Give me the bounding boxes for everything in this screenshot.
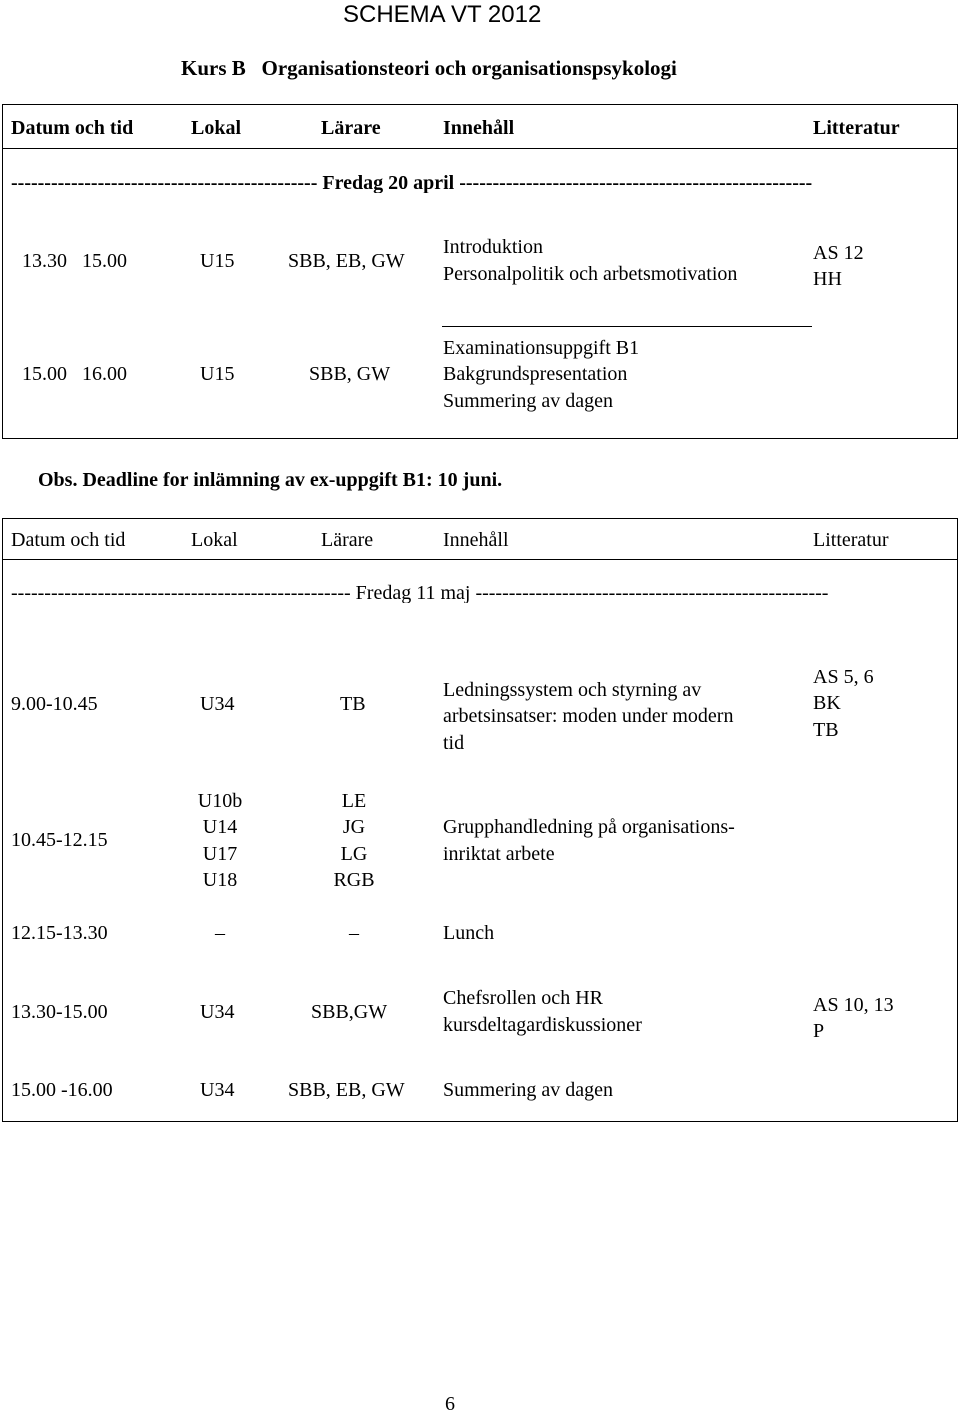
row-teacher: SBB,GW xyxy=(311,1001,388,1023)
col-content-header: Innehåll xyxy=(443,529,509,551)
row-literature-line: TB xyxy=(813,719,839,741)
col-date-header: Datum och tid xyxy=(11,117,134,139)
row-content-line: arbetsinsatser: moden under modern xyxy=(443,705,734,727)
day-separator-1: ---------------------------------------------- Fredag 20 april ----------------------------------------------------- xyxy=(11,173,813,193)
row-room: U34 xyxy=(200,1001,235,1023)
row-teacher-line: RGB xyxy=(333,869,375,891)
row-content-line: kursdeltagardiskussioner xyxy=(443,1014,642,1036)
row-teacher: SBB, EB, GW xyxy=(288,1079,405,1101)
row-room: U34 xyxy=(200,1079,235,1101)
col-room-header: Lokal xyxy=(191,117,242,139)
row-divider xyxy=(442,326,812,327)
row-teacher-line: LE xyxy=(341,790,367,812)
row-room: – xyxy=(215,922,225,944)
row-room-line: U17 xyxy=(202,843,238,865)
row-content-line: Bakgrundspresentation xyxy=(443,363,628,385)
row-room: U15 xyxy=(200,250,235,272)
row-literature-line: AS 10, 13 xyxy=(813,994,894,1016)
row-content: Lunch xyxy=(443,922,495,944)
row-content-line: inriktat arbete xyxy=(443,843,555,865)
row-literature-line: HH xyxy=(813,268,842,290)
col-teacher-header: Lärare xyxy=(321,529,374,551)
row-content-line: tid xyxy=(443,732,465,754)
row-time: 13.30 15.00 xyxy=(22,250,127,272)
row-literature-line: AS 5, 6 xyxy=(813,666,874,688)
row-time: 12.15-13.30 xyxy=(11,922,108,944)
row-room-line: U18 xyxy=(202,869,238,891)
page-number: 6 xyxy=(445,1393,455,1415)
row-time: 9.00-10.45 xyxy=(11,693,98,715)
row-teacher-line: JG xyxy=(342,816,366,838)
row-content-line: Chefsrollen och HR xyxy=(443,987,603,1009)
row-literature-line: BK xyxy=(813,692,841,714)
row-time: 13.30-15.00 xyxy=(11,1001,108,1023)
row-content-line: Ledningssystem och styrning av xyxy=(443,679,702,701)
col-room-header: Lokal xyxy=(191,529,238,551)
row-room-line: U14 xyxy=(202,816,238,838)
row-time: 10.45-12.15 xyxy=(11,829,108,851)
col-teacher-header: Lärare xyxy=(321,117,381,139)
row-teacher: SBB, EB, GW xyxy=(288,250,405,272)
page-title: SCHEMA VT 2012 xyxy=(343,1,542,28)
header-divider-1 xyxy=(2,148,958,149)
row-content: Summering av dagen xyxy=(443,1079,613,1101)
deadline-note: Obs. Deadline for inlämning av ex-uppgift B1: 10 juni. xyxy=(38,469,503,491)
row-teacher: SBB, GW xyxy=(309,363,391,385)
course-title: Kurs B Organisationsteori och organisationspsykologi xyxy=(181,56,677,80)
col-content-header: Innehåll xyxy=(443,117,515,139)
row-literature-line: P xyxy=(813,1020,825,1042)
row-teacher: TB xyxy=(340,693,366,715)
day-separator-2: --------------------------------------------------- Fredag 11 maj ----------------------------------------------------- xyxy=(11,583,829,603)
row-time: 15.00 16.00 xyxy=(22,363,127,385)
row-content-line: Examinationsuppgift B1 xyxy=(443,337,640,359)
row-room: U15 xyxy=(200,363,235,385)
row-teacher-line: LG xyxy=(340,843,368,865)
col-date-header: Datum och tid xyxy=(11,529,126,551)
row-room: U34 xyxy=(200,693,235,715)
row-content-line: Grupphandledning på organisations- xyxy=(443,816,735,838)
row-content-line: Summering av dagen xyxy=(443,390,613,412)
row-content-line: Personalpolitik och arbetsmotivation xyxy=(443,263,738,285)
row-time: 15.00 -16.00 xyxy=(11,1079,113,1101)
row-teacher: – xyxy=(349,922,359,944)
row-room-line: U10b xyxy=(197,790,243,812)
col-literature-header: Litteratur xyxy=(813,117,900,139)
col-literature-header: Litteratur xyxy=(813,529,889,551)
header-divider-2 xyxy=(2,559,958,560)
row-content-line: Introduktion xyxy=(443,236,543,258)
row-literature-line: AS 12 xyxy=(813,242,864,264)
